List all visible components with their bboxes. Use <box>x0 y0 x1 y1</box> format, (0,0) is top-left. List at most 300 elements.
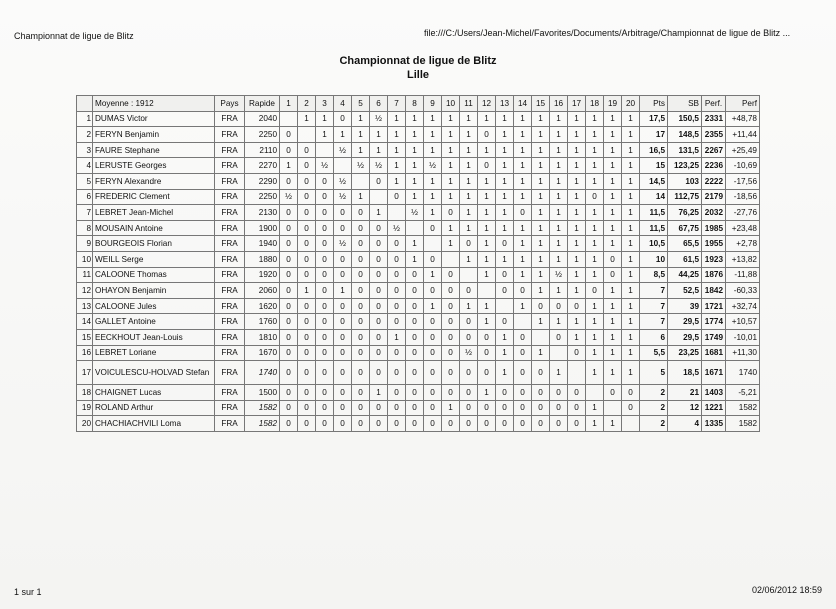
performance: 1681 <box>702 345 726 361</box>
total-points: 5 <box>640 361 668 385</box>
row-rank: 6 <box>77 189 93 205</box>
round-score: 0 <box>460 329 478 345</box>
player-name: GALLET Antoine <box>93 314 215 330</box>
round-score: 1 <box>532 142 550 158</box>
performance-diff: -10,69 <box>726 158 760 174</box>
player-name: ROLAND Arthur <box>93 400 215 416</box>
round-score: 1 <box>586 329 604 345</box>
round-score: ½ <box>388 220 406 236</box>
sonneborn-berger: 61,5 <box>668 251 702 267</box>
round-score: 0 <box>424 283 442 299</box>
player-name: CALOONE Jules <box>93 298 215 314</box>
performance: 1842 <box>702 283 726 299</box>
round-score: 1 <box>514 189 532 205</box>
round-score: 1 <box>604 142 622 158</box>
row-rank: 13 <box>77 298 93 314</box>
player-rating: 1900 <box>245 220 280 236</box>
round-score: 0 <box>298 400 316 416</box>
crosstable-body <box>77 111 760 431</box>
player-name: FERYN Benjamin <box>93 127 215 143</box>
performance: 2331 <box>702 111 726 127</box>
round-score: 0 <box>298 173 316 189</box>
sonneborn-berger: 23,25 <box>668 345 702 361</box>
round-score: 0 <box>514 416 532 432</box>
round-score: 0 <box>406 314 424 330</box>
performance-diff: -5,21 <box>726 385 760 401</box>
round-score: 0 <box>568 416 586 432</box>
round-score: 0 <box>298 361 316 385</box>
round-score: 1 <box>550 251 568 267</box>
round-score: 0 <box>406 385 424 401</box>
round-score: 0 <box>280 142 298 158</box>
round-score: 1 <box>604 314 622 330</box>
player-country: FRA <box>215 236 245 252</box>
round-score: 1 <box>532 111 550 127</box>
player-name: DUMAS Victor <box>93 111 215 127</box>
round-score: 0 <box>388 236 406 252</box>
row-rank: 12 <box>77 283 93 299</box>
sonneborn-berger: 76,25 <box>668 205 702 221</box>
row-rank: 17 <box>77 361 93 385</box>
round-score: 0 <box>370 251 388 267</box>
round-score: ½ <box>334 236 352 252</box>
player-name: WEILL Serge <box>93 251 215 267</box>
row-rank: 2 <box>77 127 93 143</box>
round-score: 0 <box>316 220 334 236</box>
round-score: 1 <box>604 236 622 252</box>
round-score: 1 <box>460 251 478 267</box>
performance-diff: 1740 <box>726 361 760 385</box>
round-score: 0 <box>370 220 388 236</box>
round-score: 1 <box>496 142 514 158</box>
round-score: 1 <box>370 385 388 401</box>
round-score: 1 <box>532 173 550 189</box>
header-page-title: Championnat de ligue de Blitz <box>14 31 134 41</box>
player-rating: 1670 <box>245 345 280 361</box>
round-score: ½ <box>406 205 424 221</box>
round-score: 0 <box>478 127 496 143</box>
table-row <box>77 314 760 330</box>
header-round: 1 <box>280 96 298 112</box>
performance-diff: +11,44 <box>726 127 760 143</box>
player-country: FRA <box>215 298 245 314</box>
sonneborn-berger: 29,5 <box>668 314 702 330</box>
performance: 1335 <box>702 416 726 432</box>
round-score: 0 <box>424 400 442 416</box>
sonneborn-berger: 112,75 <box>668 189 702 205</box>
table-row <box>77 220 760 236</box>
header-row <box>77 96 760 112</box>
round-score: 1 <box>622 267 640 283</box>
player-name: FERYN Alexandre <box>93 173 215 189</box>
round-score: 1 <box>514 127 532 143</box>
round-score: 0 <box>388 361 406 385</box>
row-rank: 9 <box>77 236 93 252</box>
round-score: 0 <box>514 283 532 299</box>
round-score: 0 <box>442 416 460 432</box>
header-rank-cell <box>77 96 93 112</box>
round-score: 1 <box>496 220 514 236</box>
header-round: 13 <box>496 96 514 112</box>
sonneborn-berger: 150,5 <box>668 111 702 127</box>
round-score: 0 <box>424 329 442 345</box>
round-score: 1 <box>514 142 532 158</box>
table-row <box>77 267 760 283</box>
header-round: 5 <box>352 96 370 112</box>
round-score: 0 <box>370 298 388 314</box>
round-score: 0 <box>442 361 460 385</box>
round-score: 0 <box>280 314 298 330</box>
round-score: 0 <box>280 385 298 401</box>
player-rating: 1920 <box>245 267 280 283</box>
round-score: 0 <box>496 416 514 432</box>
round-score: 1 <box>478 236 496 252</box>
performance: 2355 <box>702 127 726 143</box>
round-score: 1 <box>352 127 370 143</box>
round-score <box>550 345 568 361</box>
total-points: 10 <box>640 251 668 267</box>
round-score: 0 <box>388 189 406 205</box>
player-rating: 2060 <box>245 283 280 299</box>
round-score: 1 <box>388 111 406 127</box>
table-row <box>77 236 760 252</box>
round-score: 0 <box>316 329 334 345</box>
round-score: 1 <box>388 127 406 143</box>
performance-diff: +32,74 <box>726 298 760 314</box>
round-score: 0 <box>316 400 334 416</box>
round-score: 1 <box>622 283 640 299</box>
round-score: 1 <box>622 158 640 174</box>
player-country: FRA <box>215 385 245 401</box>
performance-diff: -18,56 <box>726 189 760 205</box>
round-score: 1 <box>514 298 532 314</box>
round-score: 0 <box>352 298 370 314</box>
round-score: ½ <box>334 142 352 158</box>
round-score: 0 <box>316 267 334 283</box>
round-score: 1 <box>388 173 406 189</box>
player-rating: 1582 <box>245 400 280 416</box>
round-score: 0 <box>478 158 496 174</box>
round-score: 1 <box>586 251 604 267</box>
round-score: 1 <box>460 173 478 189</box>
table-row <box>77 251 760 267</box>
round-score: 0 <box>460 400 478 416</box>
total-points: 6 <box>640 329 668 345</box>
total-points: 16,5 <box>640 142 668 158</box>
total-points: 17 <box>640 127 668 143</box>
round-score: 0 <box>496 314 514 330</box>
round-score: 0 <box>568 385 586 401</box>
round-score: 1 <box>622 173 640 189</box>
round-score: 0 <box>316 205 334 221</box>
performance-diff: +13,82 <box>726 251 760 267</box>
round-score: 1 <box>478 385 496 401</box>
round-score: ½ <box>460 345 478 361</box>
round-score: 1 <box>568 236 586 252</box>
table-row <box>77 298 760 314</box>
round-score: 1 <box>514 251 532 267</box>
round-score: 0 <box>370 361 388 385</box>
round-score: 1 <box>406 142 424 158</box>
row-rank: 16 <box>77 345 93 361</box>
sonneborn-berger: 18,5 <box>668 361 702 385</box>
round-score: 1 <box>604 416 622 432</box>
round-score: 0 <box>568 345 586 361</box>
round-score: 0 <box>370 314 388 330</box>
round-score: ½ <box>334 189 352 205</box>
round-score: 0 <box>442 267 460 283</box>
round-score: 1 <box>604 158 622 174</box>
row-rank: 3 <box>77 142 93 158</box>
round-score: 1 <box>478 111 496 127</box>
player-rating: 2250 <box>245 189 280 205</box>
performance: 2032 <box>702 205 726 221</box>
round-score <box>316 142 334 158</box>
round-score: 0 <box>316 345 334 361</box>
player-rating: 2130 <box>245 205 280 221</box>
round-score: 1 <box>442 127 460 143</box>
total-points: 8,5 <box>640 267 668 283</box>
round-score: 1 <box>388 142 406 158</box>
table-row <box>77 205 760 221</box>
round-score: 0 <box>316 173 334 189</box>
player-name: EECKHOUT Jean-Louis <box>93 329 215 345</box>
player-country: FRA <box>215 267 245 283</box>
player-name: LERUSTE Georges <box>93 158 215 174</box>
sonneborn-berger: 131,5 <box>668 142 702 158</box>
round-score: 0 <box>442 385 460 401</box>
round-score: ½ <box>370 158 388 174</box>
row-rank: 8 <box>77 220 93 236</box>
round-score: 1 <box>514 158 532 174</box>
round-score: 1 <box>586 127 604 143</box>
performance: 1403 <box>702 385 726 401</box>
round-score: 1 <box>550 220 568 236</box>
round-score: 0 <box>370 416 388 432</box>
header-pays: Pays <box>215 96 245 112</box>
round-score: 0 <box>352 205 370 221</box>
round-score: 1 <box>496 127 514 143</box>
round-score: 0 <box>388 345 406 361</box>
round-score: 1 <box>460 142 478 158</box>
total-points: 7 <box>640 283 668 299</box>
row-rank: 19 <box>77 400 93 416</box>
row-rank: 10 <box>77 251 93 267</box>
round-score: 0 <box>550 416 568 432</box>
title-line-1: Championnat de ligue de Blitz <box>339 55 497 67</box>
player-country: FRA <box>215 283 245 299</box>
round-score: 0 <box>406 329 424 345</box>
sonneborn-berger: 44,25 <box>668 267 702 283</box>
performance-diff: -17,56 <box>726 173 760 189</box>
round-score: 0 <box>298 236 316 252</box>
round-score: 1 <box>586 267 604 283</box>
round-score: 1 <box>478 220 496 236</box>
round-score: 1 <box>568 111 586 127</box>
header-perf-diff: Perf <box>726 96 760 112</box>
performance: 1221 <box>702 400 726 416</box>
round-score: 0 <box>460 283 478 299</box>
round-score: 1 <box>352 142 370 158</box>
performance: 2236 <box>702 158 726 174</box>
row-rank: 14 <box>77 314 93 330</box>
round-score: 1 <box>586 220 604 236</box>
sonneborn-berger: 65,5 <box>668 236 702 252</box>
player-country: FRA <box>215 345 245 361</box>
round-score: 0 <box>298 314 316 330</box>
round-score <box>622 416 640 432</box>
round-score: 1 <box>532 189 550 205</box>
round-score: 1 <box>352 189 370 205</box>
header-round: 16 <box>550 96 568 112</box>
round-score: 1 <box>406 236 424 252</box>
round-score: 0 <box>406 345 424 361</box>
round-score: 1 <box>622 236 640 252</box>
round-score: 1 <box>550 283 568 299</box>
header-round: 11 <box>460 96 478 112</box>
round-score: 1 <box>406 127 424 143</box>
round-score: 0 <box>478 329 496 345</box>
round-score: 0 <box>280 400 298 416</box>
table-row <box>77 345 760 361</box>
player-rating: 2250 <box>245 127 280 143</box>
round-score: 1 <box>460 189 478 205</box>
player-rating: 1620 <box>245 298 280 314</box>
round-score: 1 <box>460 220 478 236</box>
player-rating: 1582 <box>245 416 280 432</box>
header-round: 15 <box>532 96 550 112</box>
round-score: 0 <box>406 298 424 314</box>
total-points: 15 <box>640 158 668 174</box>
round-score: 1 <box>550 236 568 252</box>
table-row <box>77 173 760 189</box>
table-row <box>77 361 760 385</box>
round-score: 1 <box>514 220 532 236</box>
round-score <box>352 173 370 189</box>
round-score: 0 <box>532 416 550 432</box>
round-score <box>568 361 586 385</box>
round-score: 0 <box>280 205 298 221</box>
round-score: 1 <box>442 189 460 205</box>
round-score: 0 <box>532 298 550 314</box>
round-score <box>388 205 406 221</box>
header-round: 19 <box>604 96 622 112</box>
round-score: 1 <box>568 127 586 143</box>
round-score: 0 <box>280 283 298 299</box>
performance-diff: -27,76 <box>726 205 760 221</box>
player-country: FRA <box>215 111 245 127</box>
round-score: 1 <box>532 158 550 174</box>
table-row <box>77 127 760 143</box>
round-score: 0 <box>460 416 478 432</box>
player-name: FREDERIC Clement <box>93 189 215 205</box>
round-score: 0 <box>568 298 586 314</box>
round-score: 0 <box>334 111 352 127</box>
round-score: 0 <box>622 400 640 416</box>
round-score: 1 <box>478 251 496 267</box>
round-score: 1 <box>514 173 532 189</box>
round-score: 1 <box>460 205 478 221</box>
round-score: 1 <box>550 158 568 174</box>
sonneborn-berger: 103 <box>668 173 702 189</box>
round-score: 1 <box>460 158 478 174</box>
round-score: 0 <box>298 298 316 314</box>
player-name: CALOONE Thomas <box>93 267 215 283</box>
round-score: 1 <box>442 173 460 189</box>
round-score: 1 <box>568 283 586 299</box>
round-score: 1 <box>568 205 586 221</box>
round-score: 0 <box>280 173 298 189</box>
round-score: 1 <box>586 173 604 189</box>
round-score: 0 <box>442 314 460 330</box>
round-score: 0 <box>370 329 388 345</box>
round-score: 1 <box>568 329 586 345</box>
round-score: 0 <box>388 400 406 416</box>
round-score: 0 <box>370 400 388 416</box>
round-score: 1 <box>568 314 586 330</box>
round-score: ½ <box>352 158 370 174</box>
player-country: FRA <box>215 189 245 205</box>
round-score: 0 <box>298 251 316 267</box>
header-round: 12 <box>478 96 496 112</box>
player-country: FRA <box>215 400 245 416</box>
table-row <box>77 385 760 401</box>
total-points: 11,5 <box>640 220 668 236</box>
header-sb: SB <box>668 96 702 112</box>
round-score: 1 <box>460 111 478 127</box>
total-points: 14,5 <box>640 173 668 189</box>
total-points: 7 <box>640 314 668 330</box>
round-score: ½ <box>370 111 388 127</box>
round-score: 0 <box>388 314 406 330</box>
round-score: 1 <box>586 361 604 385</box>
player-name: LEBRET Loriane <box>93 345 215 361</box>
round-score: 0 <box>388 298 406 314</box>
round-score: 1 <box>586 416 604 432</box>
round-score: 0 <box>406 416 424 432</box>
round-score: 1 <box>622 345 640 361</box>
round-score: 1 <box>424 111 442 127</box>
round-score: 0 <box>424 314 442 330</box>
round-score: 0 <box>334 220 352 236</box>
round-score: 1 <box>604 329 622 345</box>
header-round: 2 <box>298 96 316 112</box>
round-score: 1 <box>460 298 478 314</box>
footer-page-count: 1 sur 1 <box>14 587 42 597</box>
performance-diff: +10,57 <box>726 314 760 330</box>
round-score: 1 <box>406 189 424 205</box>
total-points: 5,5 <box>640 345 668 361</box>
round-score: 0 <box>388 267 406 283</box>
round-score: 1 <box>496 205 514 221</box>
round-score: 1 <box>424 142 442 158</box>
player-rating: 1760 <box>245 314 280 330</box>
round-score: 0 <box>478 361 496 385</box>
player-rating: 1940 <box>245 236 280 252</box>
performance: 1985 <box>702 220 726 236</box>
sonneborn-berger: 29,5 <box>668 329 702 345</box>
row-rank: 4 <box>77 158 93 174</box>
round-score: 1 <box>496 158 514 174</box>
header-moyenne: Moyenne : 1912 <box>93 96 215 112</box>
round-score: 0 <box>280 416 298 432</box>
round-score: 0 <box>478 345 496 361</box>
round-score <box>514 314 532 330</box>
round-score: 0 <box>442 205 460 221</box>
round-score: 0 <box>424 416 442 432</box>
round-score: 1 <box>424 189 442 205</box>
round-score: 0 <box>604 385 622 401</box>
